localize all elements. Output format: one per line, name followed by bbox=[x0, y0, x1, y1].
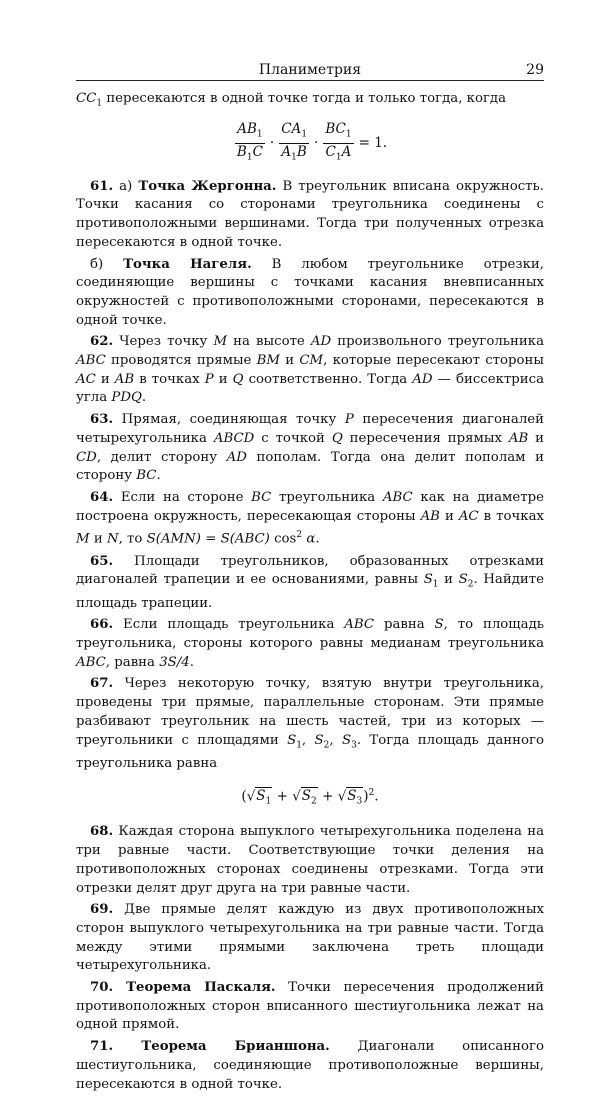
problem-number: 71. bbox=[90, 1039, 114, 1055]
text: . bbox=[374, 788, 379, 805]
math-var: B bbox=[236, 144, 247, 161]
problem-67 bbox=[76, 675, 544, 773]
text: пересечения прямых bbox=[342, 430, 509, 446]
math-sub: 1 bbox=[301, 130, 308, 141]
problem-number: 64. bbox=[90, 489, 114, 505]
math-sub: 1 bbox=[345, 130, 352, 141]
text: и bbox=[528, 430, 545, 446]
text: произвольного треугольника bbox=[331, 334, 545, 350]
problem-number: 61. bbox=[90, 178, 114, 194]
text: Если площадь треугольника bbox=[113, 617, 345, 633]
math-sub: 1 bbox=[246, 152, 253, 163]
text: пересечения диагоналей четырехугольника bbox=[76, 412, 544, 446]
math-var: M bbox=[213, 334, 228, 350]
problem-number: 68. bbox=[90, 824, 114, 840]
math-var: BC bbox=[251, 489, 272, 505]
paren: ) bbox=[363, 788, 369, 805]
ceva-formula bbox=[76, 121, 544, 165]
text: , bbox=[329, 732, 342, 748]
problem-61a bbox=[76, 178, 544, 253]
math-sub: 3 bbox=[356, 796, 363, 807]
math-var: AB bbox=[114, 371, 135, 387]
problem-number: 67. bbox=[90, 676, 114, 692]
theorem-title: Точка Жергонна. bbox=[138, 178, 277, 194]
text: равна bbox=[374, 617, 435, 633]
math-var: α bbox=[302, 531, 316, 547]
math-var: 3S/4 bbox=[159, 654, 190, 670]
text: . Найдите площадь трапеции. bbox=[76, 572, 544, 611]
math-sup: 2 bbox=[368, 787, 375, 798]
math-var: PDQ bbox=[111, 390, 142, 406]
fraction bbox=[279, 121, 309, 165]
math-var: C bbox=[325, 144, 336, 161]
math-var: AC bbox=[76, 371, 96, 387]
math-var: S bbox=[220, 531, 230, 547]
area-formula: $(√S_1 + √S_2 + √S_3)^2$. bbox=[241, 787, 379, 807]
problem-number: 63. bbox=[90, 412, 114, 428]
math-var: CA bbox=[281, 121, 302, 138]
problem-64 bbox=[76, 489, 544, 550]
text: . bbox=[156, 468, 161, 484]
text: в точках bbox=[134, 371, 205, 387]
math-var: S bbox=[301, 788, 312, 805]
dot-operator: · bbox=[269, 135, 275, 152]
text: как на диаметре построена окружность, пересекающая стороны bbox=[76, 489, 544, 524]
math-var: A bbox=[341, 144, 352, 161]
body-text bbox=[76, 90, 544, 1097]
math-var: A bbox=[281, 144, 292, 161]
text: Площади треугольников, образованных отрезками диагоналей трапеции и ее основаниями, равны bbox=[76, 553, 544, 588]
chapter-title: Планиметрия bbox=[258, 62, 362, 78]
problem-number: 66. bbox=[90, 617, 114, 633]
theorem-title: Точка Нагеля. bbox=[123, 256, 252, 272]
text: , делит сторону bbox=[96, 449, 227, 465]
text: В треугольник вписана окружность. Точки касания со сторонами треугольника соединены с противоположными вершинами. Тогда три полученных отрезка пересекаются в одной точке. bbox=[76, 178, 545, 250]
math-var: AD bbox=[310, 334, 332, 350]
problem-61b bbox=[76, 256, 544, 331]
math-var: BM bbox=[256, 353, 281, 369]
math-var: P bbox=[204, 371, 214, 387]
math-var: S bbox=[341, 732, 352, 748]
math-var: (AMN) = bbox=[155, 531, 221, 547]
text: Через некоторую точку, взятую внутри треугольника, проведены три прямые, параллельные сторонам. Эти прямые разбивают треугольник на шесть частей, три из которых — треугольники с площадями bbox=[76, 676, 544, 748]
theorem-title: Теорема Паскаля. bbox=[113, 980, 276, 996]
math-var: ABC bbox=[382, 489, 413, 505]
text: Каждая сторона выпуклого четырехугольника поделена на три равные части. Соответствующие точки деления на противоположных сторонах соединены отрезками. Тогда эти отрезки делят друг друга на три равные части. bbox=[76, 824, 544, 896]
text: и bbox=[89, 531, 107, 547]
math-var: S bbox=[287, 732, 297, 748]
problem-70 bbox=[76, 979, 544, 1035]
page-number: 29 bbox=[526, 62, 544, 78]
text: пополам. Тогда она делит пополам и сторону bbox=[76, 449, 544, 484]
math-var: Q bbox=[232, 371, 244, 387]
plus: + bbox=[317, 788, 338, 805]
text: Точки пересечения продолжений противоположных сторон вписанного шестиугольника лежат на одной прямой. bbox=[76, 980, 544, 1033]
problem-number: 62. bbox=[90, 334, 114, 350]
fraction bbox=[235, 121, 265, 165]
text: а) bbox=[113, 178, 139, 194]
math-var: S bbox=[423, 572, 433, 588]
paren: ( bbox=[241, 788, 247, 805]
running-header bbox=[76, 62, 544, 81]
math-var: BC bbox=[325, 121, 346, 138]
math-var: CC bbox=[76, 91, 97, 106]
math-var: M bbox=[76, 531, 90, 547]
text: , равна bbox=[105, 654, 160, 670]
math-sub: 1 bbox=[335, 152, 342, 163]
math-var: C bbox=[252, 144, 263, 161]
math-var: ABC bbox=[76, 654, 106, 670]
text: Две прямые делят каждую из двух противоположных сторон выпуклого четырехугольника на три равные части. Тогда между этими прямыми заключена треть площади четырехугольника. bbox=[76, 902, 544, 974]
text: , то bbox=[118, 531, 147, 547]
text: , bbox=[301, 732, 315, 748]
math-sub: 2 bbox=[467, 579, 474, 590]
text: . Тогда площадь данного треугольника равна bbox=[76, 732, 544, 771]
text: треугольника bbox=[271, 489, 383, 505]
math-sub: 1 bbox=[432, 579, 439, 590]
math-sub: 2 bbox=[323, 740, 330, 751]
math-var: S bbox=[314, 732, 324, 748]
math-var: B bbox=[296, 144, 307, 161]
math-var: AB bbox=[508, 430, 529, 446]
problem-66 bbox=[76, 616, 544, 672]
problem-number: 65. bbox=[90, 553, 114, 569]
plus: + bbox=[272, 788, 293, 805]
math-var: S bbox=[458, 572, 468, 588]
text: , которые пересекают стороны bbox=[323, 353, 544, 369]
math-sup: 2 bbox=[296, 530, 303, 541]
text: . bbox=[189, 654, 194, 670]
math-var: S bbox=[434, 617, 444, 633]
math-var: AC bbox=[458, 508, 479, 524]
text: Диагонали описанного шестиугольника, соединяющие противоположные вершины, пересекаются в одной точке. bbox=[76, 1039, 544, 1092]
text: и bbox=[439, 508, 459, 524]
math-var: CD bbox=[76, 449, 97, 465]
math-sub: 1 bbox=[256, 130, 263, 141]
intro-line bbox=[76, 90, 544, 113]
problem-65 bbox=[76, 553, 544, 614]
math-var: AD bbox=[412, 371, 433, 387]
math-var: S bbox=[347, 788, 357, 805]
math-var: (ABC) bbox=[229, 531, 270, 547]
math-var: ABCD bbox=[213, 430, 255, 446]
fraction bbox=[323, 121, 353, 165]
text: б) bbox=[90, 256, 124, 272]
math-sub: 1 bbox=[265, 796, 272, 807]
math-sub: 2 bbox=[311, 796, 317, 807]
math-var: Q bbox=[331, 430, 343, 446]
problem-63 bbox=[76, 411, 544, 486]
text: на высоте bbox=[227, 334, 311, 350]
text: и bbox=[213, 371, 233, 387]
problem-number: 69. bbox=[90, 902, 114, 918]
text: с точкой bbox=[254, 430, 332, 446]
text: соответственно. Тогда bbox=[243, 371, 413, 387]
math-var: AD bbox=[226, 449, 247, 465]
math-var: CM bbox=[299, 353, 324, 369]
problem-number: 70. bbox=[90, 980, 114, 996]
problem-68 bbox=[76, 823, 544, 898]
theorem-title: Теорема Брианшона. bbox=[113, 1039, 330, 1055]
math-sub: 3 bbox=[351, 740, 357, 751]
math-sub: 1 bbox=[96, 98, 103, 109]
math-var: N bbox=[106, 531, 119, 547]
math-var: P bbox=[344, 412, 354, 428]
text: В любом треугольнике отрезки, соединяющие вершины с точками касания вневписанных окружностей с противоположными сторонами, пересекаются в одной точке. bbox=[76, 256, 544, 328]
equals-one: = 1. bbox=[358, 135, 388, 152]
math-var: BC bbox=[136, 468, 157, 484]
text: . bbox=[315, 531, 320, 547]
math-sub: 1 bbox=[296, 740, 302, 751]
math-var: ABC bbox=[76, 353, 106, 369]
text: Если на стороне bbox=[113, 489, 252, 505]
text: и bbox=[280, 353, 300, 369]
text: и bbox=[438, 572, 459, 588]
text: проводятся прямые bbox=[105, 353, 257, 369]
math-var: S bbox=[256, 788, 266, 805]
text: cos bbox=[269, 531, 297, 547]
problem-69 bbox=[76, 901, 544, 976]
math-sub: 1 bbox=[291, 152, 297, 163]
dot-operator: · bbox=[314, 135, 319, 152]
text: — биссектриса угла bbox=[76, 371, 545, 406]
text: в точках bbox=[478, 508, 544, 524]
problem-62 bbox=[76, 333, 544, 408]
math-var: AB bbox=[420, 508, 440, 524]
math-var: AB bbox=[237, 121, 257, 138]
text: , то площадь треугольника, стороны которого равны медианам треугольника bbox=[76, 617, 544, 651]
math-var: ABC bbox=[344, 617, 375, 633]
text: Через точку bbox=[113, 334, 214, 350]
math-var: S bbox=[146, 531, 156, 547]
text: . bbox=[141, 390, 147, 406]
problem-71 bbox=[76, 1038, 544, 1094]
text: Прямая, соединяющая точку bbox=[113, 412, 345, 428]
text: пересекаются в одной точке тогда и только тогда, когда bbox=[102, 91, 507, 106]
text: и bbox=[95, 371, 115, 387]
